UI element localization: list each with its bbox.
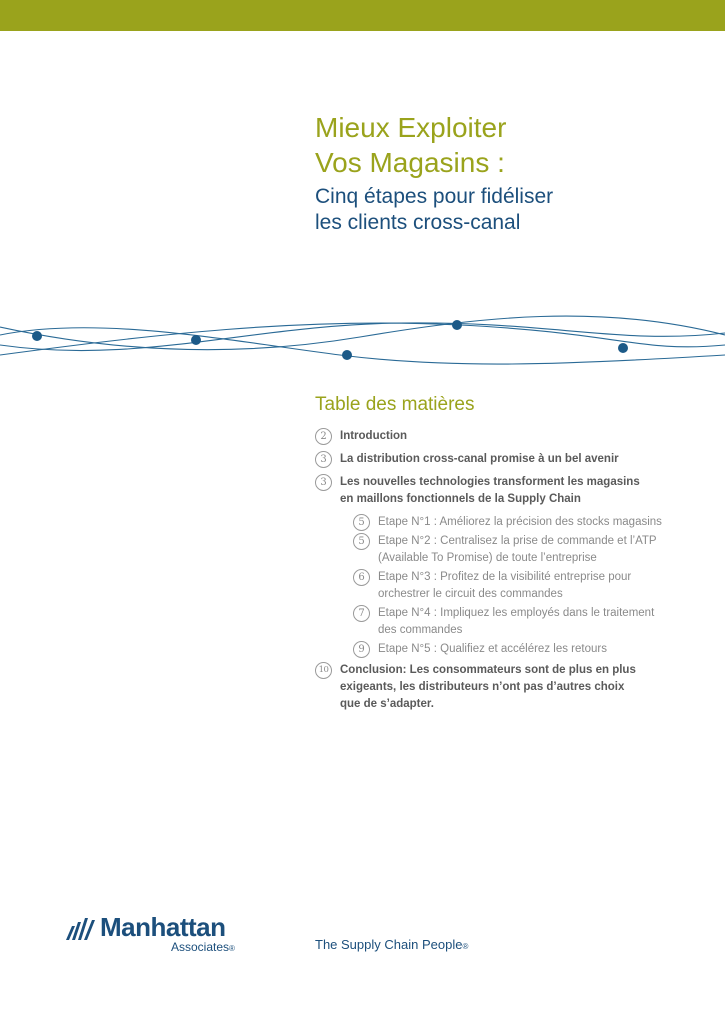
tagline-text: The Supply Chain People [315, 937, 463, 952]
toc-item-step-1[interactable] [315, 514, 715, 531]
wave-line [0, 316, 725, 350]
toc-item-label [340, 474, 640, 508]
subtitle-line-1: Cinq étapes pour fidéliser [315, 185, 554, 208]
toc-item-label: Introduction [340, 430, 408, 442]
toc-item-conclusion[interactable] [315, 662, 715, 713]
toc-item-label: Etape N°1 : Améliorez la précision des stocks magasins [378, 516, 662, 528]
toc-item-label: Etape N°5 : Qualifiez et accélérez les retours [378, 643, 607, 655]
registered-mark: ® [229, 944, 235, 953]
toc-item-step-2[interactable] [315, 533, 715, 567]
page-number-badge: 3 [315, 451, 332, 468]
wave-dot [618, 343, 628, 353]
toc-item-label [378, 569, 631, 603]
logo-name: Manhattan [100, 912, 226, 942]
title-line-1: Mieux Exploiter [315, 112, 507, 143]
toc-item-step-4[interactable] [315, 605, 715, 639]
wave-dot [32, 331, 42, 341]
manhattan-logo-icon [66, 918, 98, 940]
document-title [315, 110, 715, 180]
toc-item-label-line: des commandes [378, 624, 463, 636]
toc-item-label-line: Les nouvelles technologies transforment les magasins [340, 476, 640, 488]
toc-item-step-5[interactable] [315, 641, 715, 658]
page-number-badge: 6 [353, 569, 370, 586]
wave-decoration-icon [0, 305, 725, 380]
toc-item-label-line: Etape N°4 : Impliquez les employés dans le traitement [378, 607, 655, 619]
title-line-2: Vos Magasins : [315, 147, 505, 178]
toc-item-technologies[interactable] [315, 474, 715, 508]
toc-item-label-line: orchestrer le circuit des commandes [378, 588, 563, 600]
subtitle-line-2: les clients cross-canal [315, 211, 521, 234]
toc-list [315, 428, 715, 713]
toc-item-label-line: que de s’adapter. [340, 698, 434, 710]
toc-item-introduction[interactable] [315, 428, 715, 445]
page-number-badge: 5 [353, 533, 370, 550]
toc-item-step-3[interactable] [315, 569, 715, 603]
toc-item-label-line: en maillons fonctionnels de la Supply Chain [340, 493, 581, 505]
toc-item-label-line: exigeants, les distributeurs n’ont pas d’autres choix [340, 681, 625, 693]
toc-heading: Table des matières [315, 394, 475, 415]
toc-item-label [378, 605, 654, 639]
toc-item-distribution[interactable] [315, 451, 715, 468]
toc-item-label [378, 533, 657, 567]
toc-item-label-line: Etape N°2 : Centralisez la prise de commande et l’ATP [378, 535, 657, 547]
page-number-badge: 7 [353, 605, 370, 622]
table-of-contents [315, 394, 715, 719]
page-number-badge: 5 [353, 514, 370, 531]
page-number-badge: 3 [315, 474, 332, 491]
wave-line [0, 328, 725, 364]
document-subtitle [315, 184, 715, 236]
page-number-badge: 10 [315, 662, 332, 679]
toc-item-label-line: (Available To Promise) de toute l’entreprise [378, 552, 597, 564]
toc-item-label-line: Etape N°3 : Profitez de la visibilité entreprise pour [378, 571, 632, 583]
manhattan-associates-logo [66, 912, 246, 957]
tagline [315, 937, 468, 952]
wave-dot [342, 350, 352, 360]
page-number-badge: 2 [315, 428, 332, 445]
logo-subtitle [171, 940, 235, 954]
toc-item-label [340, 662, 636, 713]
title-block [315, 110, 715, 236]
toc-item-label-line: Conclusion: Les consommateurs sont de plus en plus [340, 664, 636, 676]
registered-mark: ® [462, 942, 469, 951]
wave-dot [191, 335, 201, 345]
logo-subtitle-text: Associates [171, 940, 230, 954]
toc-item-label: La distribution cross-canal promise à un bel avenir [340, 453, 619, 465]
top-color-bar [0, 0, 725, 31]
page-number-badge: 9 [353, 641, 370, 658]
wave-dot [452, 320, 462, 330]
